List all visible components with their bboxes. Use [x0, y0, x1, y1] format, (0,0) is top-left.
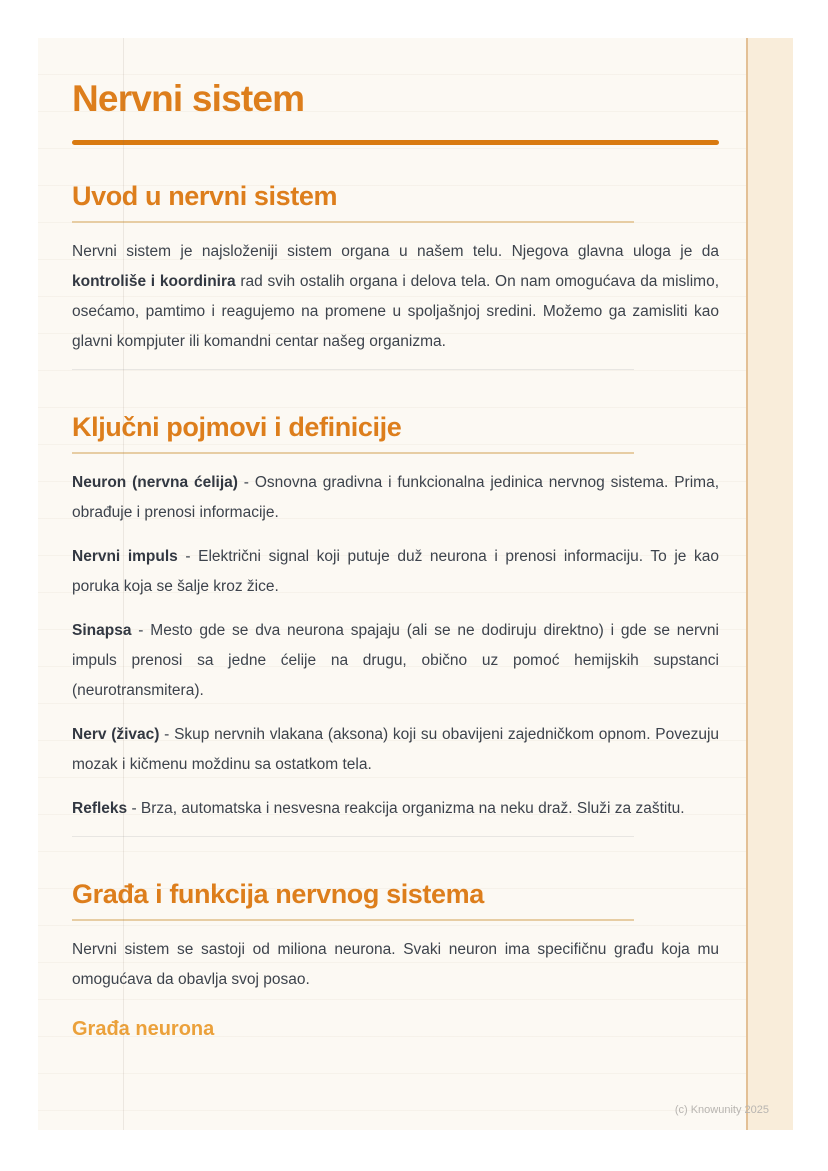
intro-text-after: rad svih ostalih organa i delova tela. On nam omogućava da mislimo, osećamo, pamtimo i reagujemo na promene u spoljašnjoj sredini. Možemo ga zamisliti kao glavni kompjuter ili komandni centar našeg organizma. [72, 272, 720, 350]
definition-item [72, 720, 719, 780]
definitions-list [72, 468, 719, 824]
definition-desc: - Mesto gde se dva neurona spajaju (ali se ne dodiruju direktno) i gde se nervni impuls prenosi sa jedne ćelije na drugu, obično uz pomoć hemijskih supstanci (neurotransmitera). [72, 621, 719, 699]
definition-item [72, 542, 719, 602]
paper-margin-line [123, 38, 124, 1130]
structure-paragraph: Nervni sistem se sastoji od miliona neurona. Svaki neuron ima specifičnu građu koja mu omogućava da obavlja svoj posao. [72, 940, 719, 988]
heading-underline [72, 919, 634, 921]
document-page [38, 38, 793, 1130]
definition-item [72, 616, 719, 706]
intro-text-bold: kontroliše i koordinira [72, 272, 236, 290]
section-heading-intro: Uvod u nervni sistem [72, 180, 338, 211]
definition-term: Sinapsa [72, 621, 132, 639]
definition-term: Neuron (nervna ćelija) [72, 473, 238, 491]
intro-paragraph [72, 237, 719, 357]
definition-term: Nerv (živac) [72, 725, 160, 743]
definition-item [72, 794, 719, 824]
section-heading-structure: Građa i funkcija nervnog sistema [72, 878, 484, 909]
definition-desc: - Brza, automatska i nesvesna reakcija organizma na neku draž. Služi za zaštitu. [127, 799, 685, 817]
page-edge-strip [746, 38, 793, 1130]
copyright-watermark: (c) Knowunity 2025 [674, 1104, 769, 1116]
definition-term: Nervni impuls [72, 547, 178, 565]
page-title: Nervni sistem [72, 78, 305, 119]
intro-text-before: Nervni sistem je najsloženiji sistem organa u našem telu. Njegova glavna uloga je da [72, 242, 719, 260]
sub-heading-neuron-structure: Građa neurona [72, 1017, 215, 1040]
section-heading-terms: Ključni pojmovi i definicije [72, 411, 402, 442]
definition-term: Refleks [72, 799, 128, 817]
definition-desc: - Osnovna gradivna i funkcionalna jedinica nervnog sistema. Prima, obrađuje i prenosi informacije. [72, 473, 719, 521]
section-divider [72, 836, 634, 837]
title-rule [72, 140, 719, 145]
heading-underline [72, 221, 634, 223]
heading-underline [72, 452, 634, 454]
section-divider [72, 369, 634, 370]
definition-desc: - Električni signal koji putuje duž neurona i prenosi informaciju. To je kao poruka koja se šalje kroz žice. [72, 547, 719, 595]
definition-item [72, 468, 719, 528]
definition-desc: - Skup nervnih vlakana (aksona) koji su obavijeni zajedničkom opnom. Povezuju mozak i kičmenu moždinu sa ostatkom tela. [72, 725, 720, 773]
